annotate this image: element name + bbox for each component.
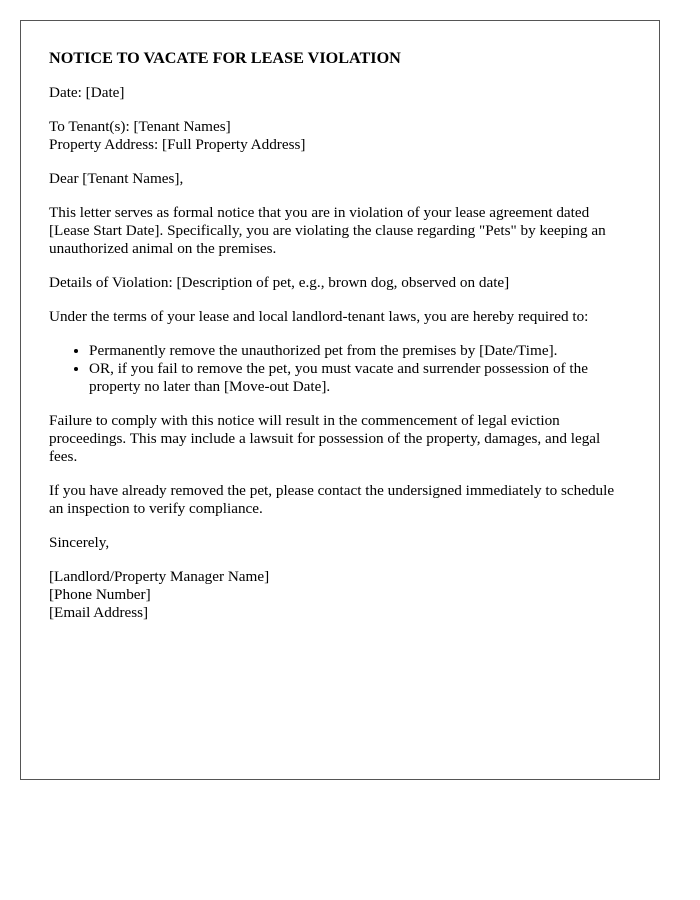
signature-phone: [Phone Number] <box>49 586 151 603</box>
recipient-block <box>49 118 631 154</box>
signature-block <box>49 568 631 622</box>
failure-paragraph: Failure to comply with this notice will result in the commencement of legal eviction proceedings. This may include a lawsuit for possession of the property, damages, and legal fees. <box>49 412 601 465</box>
signature-email: [Email Address] <box>49 604 149 621</box>
requirement-item-vacate: • OR, if you fail to remove the pet, you must vacate and surrender possession of the property no later than [Move-out Date]. <box>89 360 631 396</box>
notice-title: NOTICE TO VACATE FOR LEASE VIOLATION <box>49 49 401 67</box>
signature-name: [Landlord/Property Manager Name] <box>49 568 270 585</box>
requirement-intro: Under the terms of your lease and local landlord-tenant laws, you are hereby required to: <box>49 308 589 325</box>
intro-paragraph: This letter serves as formal notice that you are in violation of your lease agreement dated [Lease Start Date]. Specifically, you are violating the clause regarding "Pets" by keeping an unauthorized animal on the premises. <box>49 204 606 257</box>
salutation: Dear [Tenant Names], <box>49 170 184 187</box>
closing: Sincerely, <box>49 534 110 551</box>
tenant-line: To Tenant(s): [Tenant Names] <box>49 118 231 135</box>
violation-details: Details of Violation: [Description of pet, e.g., brown dog, observed on date] <box>49 274 510 291</box>
date-line: Date: [Date] <box>49 84 125 101</box>
notice-letter <box>20 20 660 780</box>
requirements-list <box>49 342 631 396</box>
property-address-line: Property Address: [Full Property Address] <box>49 136 306 153</box>
requirement-item-remove-pet: • Permanently remove the unauthorized pet from the premises by [Date/Time]. <box>89 342 631 360</box>
inspection-paragraph: If you have already removed the pet, please contact the undersigned immediately to schedule an inspection to verify compliance. <box>49 482 615 517</box>
